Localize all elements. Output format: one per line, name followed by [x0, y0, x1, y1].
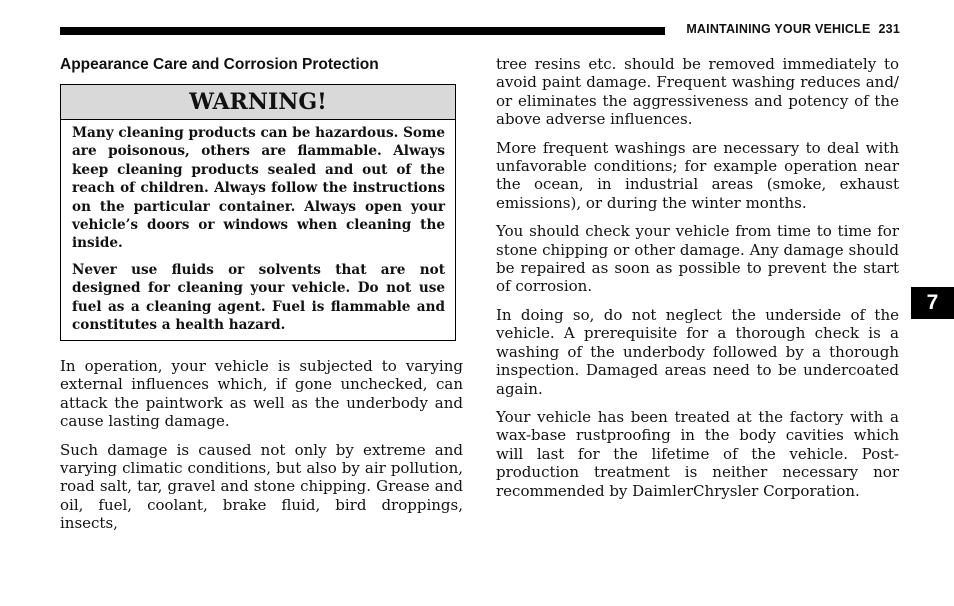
- body-paragraph: Your vehicle has been treated at the factory with a wax-​base rustproofing in the body cavities which will last for the lifetime of the vehicle. Post-production treatment is neither necessary nor recommended by DaimlerChrysler Corporation.: [496, 407, 899, 500]
- running-header: [686, 22, 900, 36]
- left-column: [60, 357, 463, 543]
- body-paragraph: tree resins etc. should be removed immediately to avoid paint damage. Frequent washing reduces and/​or eliminates the aggressiveness and potency of the above adverse influences.: [496, 55, 899, 129]
- warning-paragraph: Never use fluids or solvents that are not designed for cleaning your vehicle. Do not use fuel as a cleaning agent. Fuel is flammable and constitutes a health hazard.: [72, 261, 445, 334]
- running-title: MAINTAINING YOUR VEHICLE: [686, 22, 871, 36]
- body-paragraph: In operation, your vehicle is subjected to varying external influences which, if gone unchecked, can attack the paintwork as well as the underbody and cause lasting damage.: [60, 357, 463, 431]
- right-column: [496, 55, 899, 510]
- warning-body: [61, 120, 455, 334]
- body-paragraph: In doing so, do not neglect the underside of the vehicle. A prerequisite for a thorough check is a washing of the underbody followed by a thorough inspection. Damaged areas need to be undercoated again.: [496, 305, 899, 398]
- body-paragraph: More frequent washings are necessary to deal with unfavorable conditions; for example operation near the ocean, in industrial areas (smoke, exhaust emissions), or during the winter months.: [496, 138, 899, 212]
- chapter-tab: 7: [911, 287, 954, 319]
- body-paragraph: Such damage is caused not only by extreme and varying climatic conditions, but also by air pollution, road salt, tar, gravel and stone chipping. Grease and oil, fuel, coolant, brake fluid, bird droppings, insects,: [60, 440, 463, 533]
- warning-heading: WARNING!: [61, 85, 455, 120]
- warning-paragraph: Many cleaning products can be hazardous. Some are poisonous, others are flammable. Always keep cleaning products sealed and out of the reach of children. Always follow the instructions on the particular container. Always open your vehicle’s doors or windows when cleaning the inside.: [72, 125, 445, 252]
- page-number: 231: [878, 22, 900, 36]
- header-rule: [60, 27, 665, 35]
- body-paragraph: You should check your vehicle from time to time for stone chipping or other damage. Any damage should be repaired as soon as possible to prevent the start of corrosion.: [496, 222, 899, 296]
- section-title: Appearance Care and Corrosion Protection: [60, 56, 379, 73]
- warning-box: [60, 84, 456, 341]
